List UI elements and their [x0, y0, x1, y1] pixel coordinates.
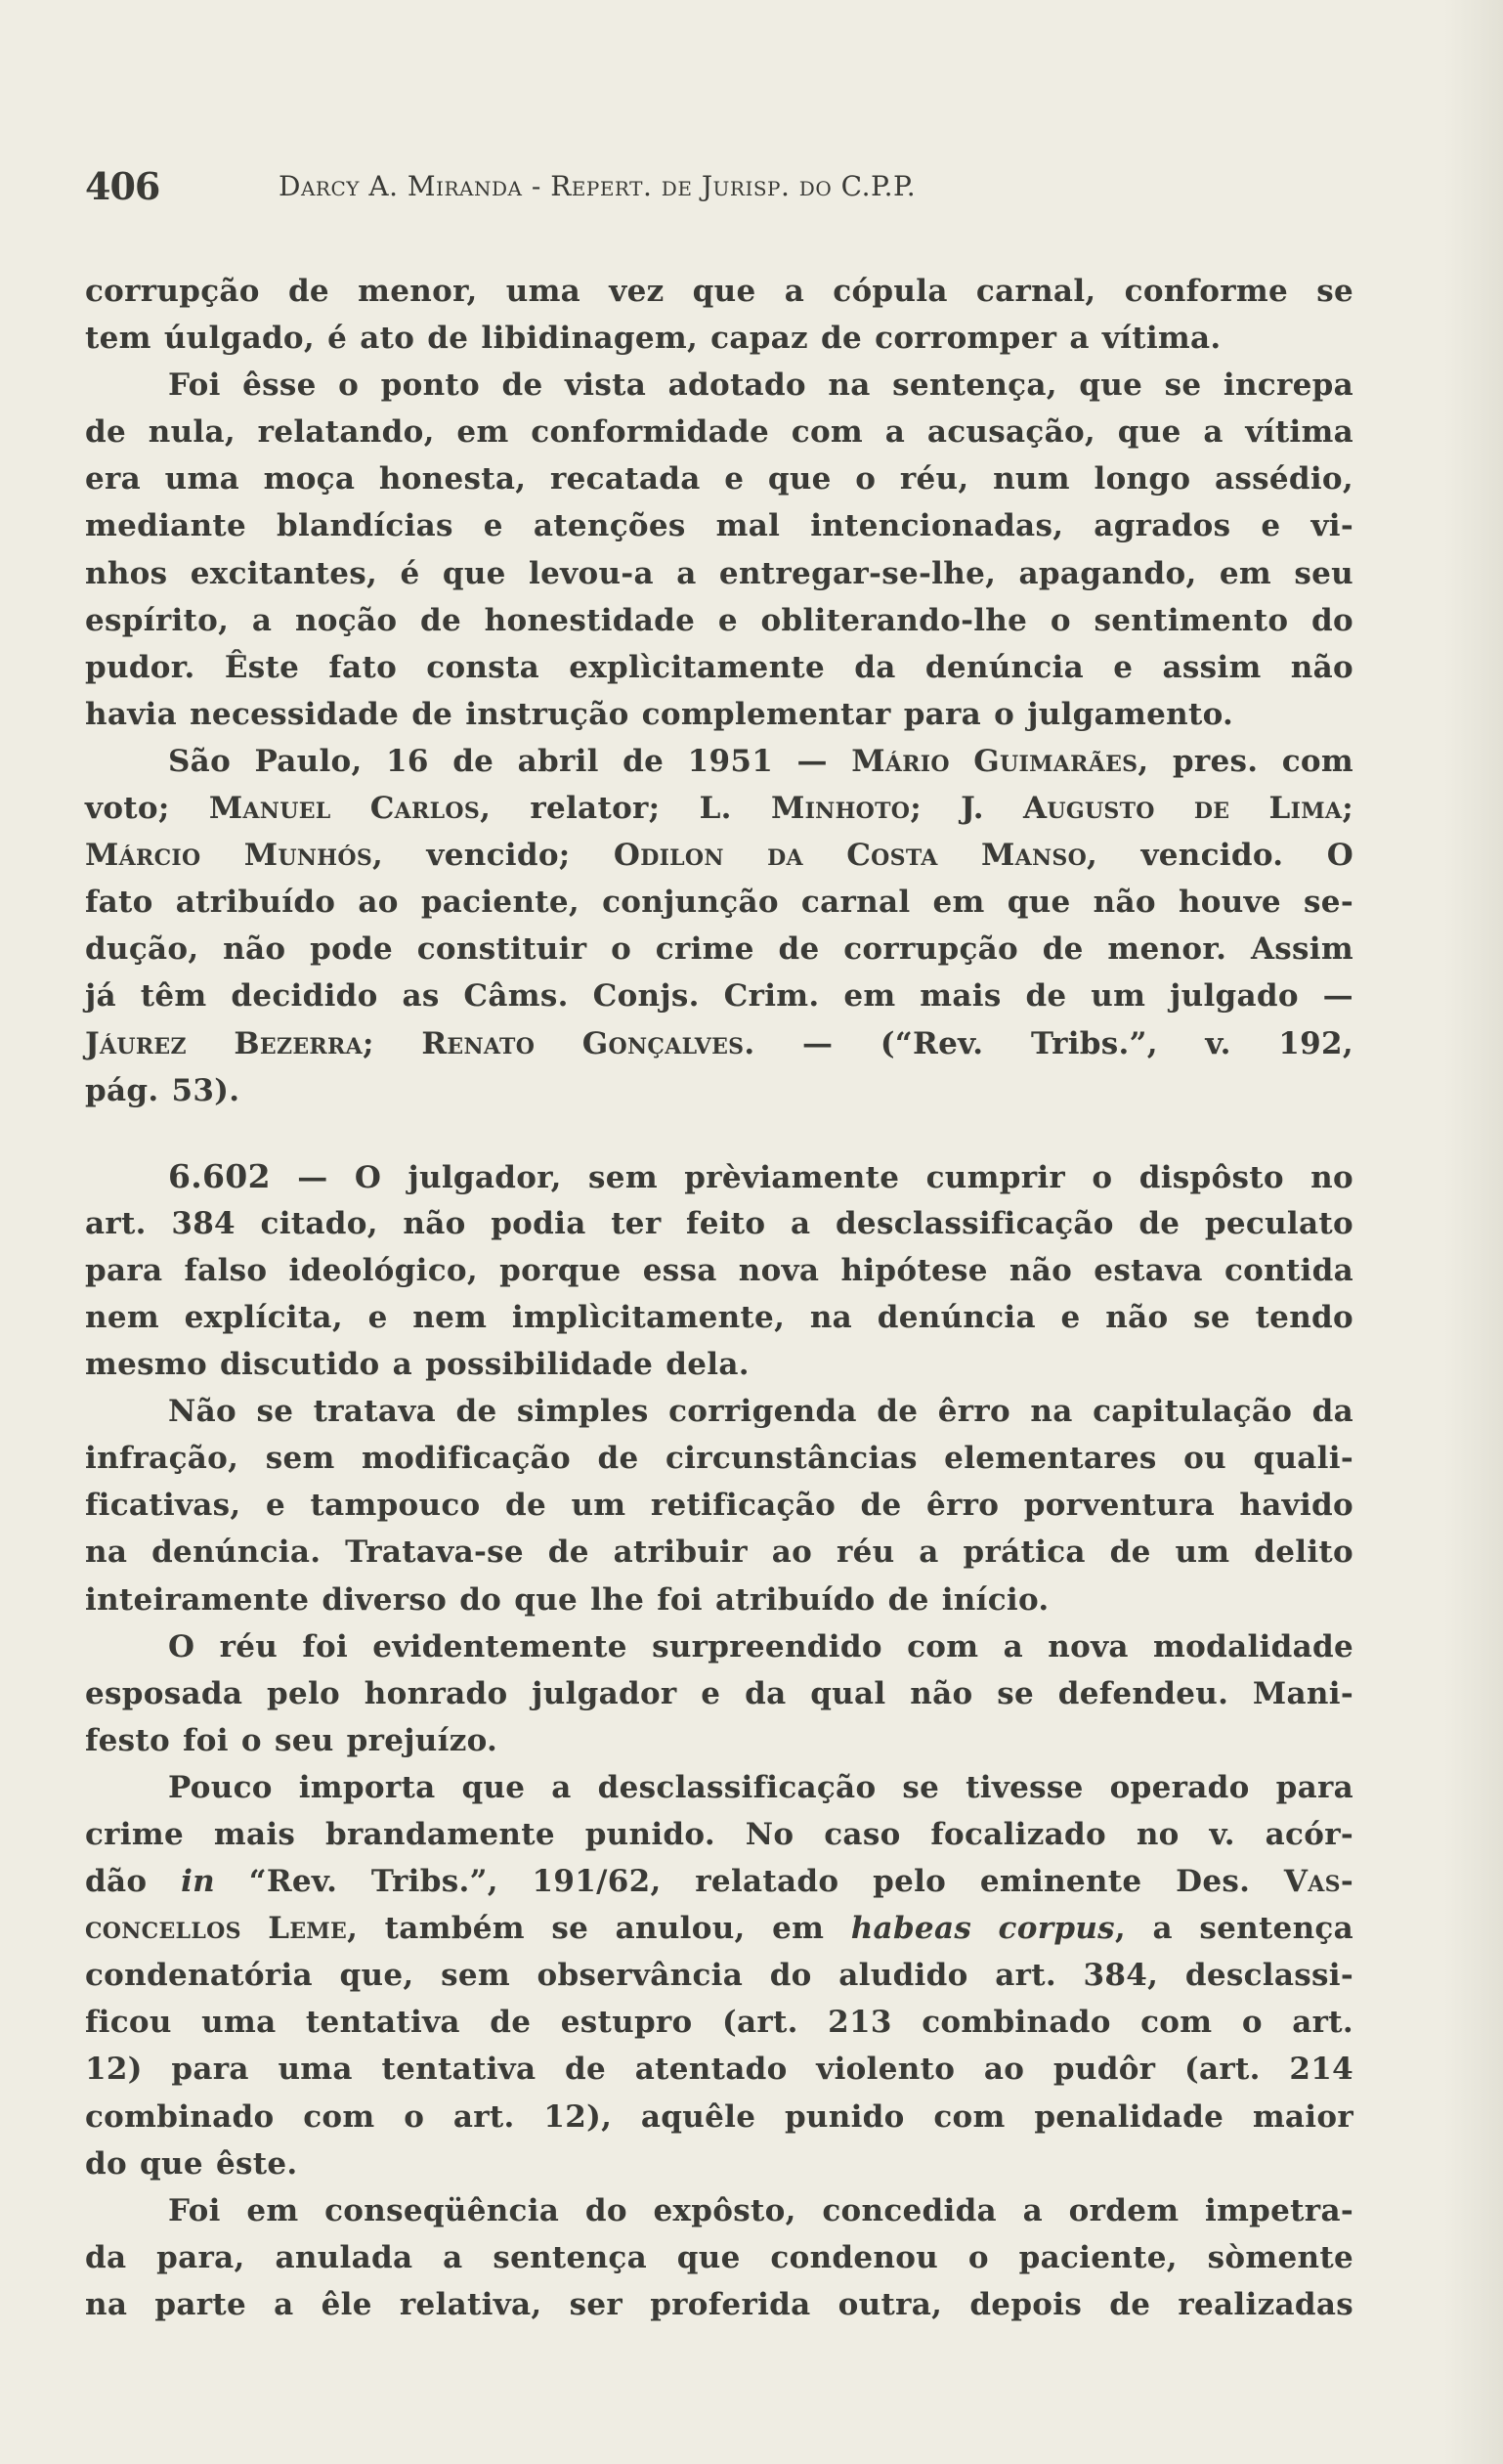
- text-line: [85, 1764, 1353, 1811]
- text-line: [85, 2234, 1353, 2281]
- text-line: [85, 1247, 1353, 1294]
- text-line: [85, 644, 1353, 691]
- text-line: [85, 1294, 1353, 1341]
- text-run: O réu foi evidentemente surpreendido com a nova modalidade: [168, 1628, 1353, 1664]
- text-run: , também se anulou, em: [347, 1911, 851, 1947]
- person-name: Jáurez Bezerra: [85, 1025, 363, 1061]
- text-run: festo foi o seu prejuízo.: [85, 1722, 498, 1758]
- text-line: [85, 691, 1353, 738]
- running-head: [85, 164, 1355, 213]
- text-run: art. 384 citado, não podia ter feito a desclassificação de peculato: [85, 1205, 1353, 1241]
- text-run: Não se tratava de simples corrigenda de êrro na capitulação da: [168, 1394, 1353, 1430]
- text-run: para falso ideológico, porque essa nova hipótese não estava contida: [85, 1252, 1353, 1288]
- text-run: “Rev. Tribs.”, 191/62, relatado pelo eminente Des.: [214, 1864, 1284, 1900]
- text-line: [85, 2140, 1353, 2187]
- text-line: [85, 502, 1353, 549]
- text-run: infração, sem modificação de circunstâncias elementares ou quali-: [85, 1441, 1353, 1477]
- text-run: , pres. com: [1138, 743, 1354, 779]
- text-line: [85, 2281, 1353, 2328]
- text-line: [85, 1529, 1353, 1576]
- text-run: ; J.: [910, 791, 1024, 827]
- entry-number: 6.602: [168, 1156, 271, 1195]
- text-run: mesmo discutido a possibilidade dela.: [85, 1347, 750, 1383]
- text-line: [85, 1341, 1353, 1388]
- text-run: na denúncia. Tratava-se de atribuir ao réu a prática de um delito: [85, 1535, 1353, 1571]
- text-line: [85, 409, 1353, 455]
- text-line: [85, 926, 1353, 973]
- text-run: São Paulo, 16 de abril de 1951 —: [168, 743, 852, 779]
- text-line: [85, 2046, 1353, 2093]
- text-line: [85, 2094, 1353, 2140]
- text-run: tem úulgado, é ato de libidinagem, capaz de corromper a vítima.: [85, 321, 1222, 357]
- person-name: Renato Gonçalves: [421, 1025, 745, 1061]
- text-line: [85, 1435, 1353, 1482]
- text-run: da para, anulada a sentença que condenou o paciente, sòmente: [85, 2239, 1353, 2275]
- text-run: voto;: [85, 791, 209, 827]
- person-name: Manuel Carlos: [208, 791, 481, 827]
- text-run: , vencido. O: [1087, 838, 1353, 874]
- text-line: [85, 785, 1353, 832]
- text-run: esposada pelo honrado julgador e da qual não se defendeu. Mani-: [85, 1675, 1353, 1711]
- person-name: Márcio Munhós: [85, 838, 373, 874]
- text-run: fato atribuído ao paciente, conjunção carnal em que não houve se-: [85, 885, 1353, 921]
- text-run: 12) para uma tentativa de atentado violento ao pudôr (art. 214: [85, 2052, 1353, 2088]
- paragraph-gap: [85, 1114, 1353, 1153]
- text-run: nem explícita, e nem implìcitamente, na denúncia e não se tendo: [85, 1299, 1353, 1335]
- text-run: de nula, relatando, em conformidade com a acusação, que a vítima: [85, 414, 1353, 451]
- text-run: pudor. Êste fato consta explìcitamente da denúncia e assim não: [85, 649, 1353, 685]
- text-run: Foi êsse o ponto de vista adotado na sentença, que se increpa: [168, 367, 1353, 404]
- text-line: [85, 1153, 1353, 1200]
- italic-term: habeas corpus: [850, 1911, 1115, 1947]
- text-run: Pouco importa que a desclassificação se tivesse operado para: [168, 1769, 1353, 1805]
- text-run: . — (“Rev. Tribs.”, v. 192,: [744, 1025, 1354, 1061]
- text-run: — O julgador, sem prèviamente cumprir o dispôsto no: [270, 1159, 1353, 1195]
- text-run: dução, não pode constituir o crime de corrupção de menor. Assim: [85, 931, 1353, 968]
- text-line: [85, 1020, 1353, 1067]
- text-run: nhos excitantes, é que levou-a a entregar-se-lhe, apagando, em seu: [85, 555, 1353, 591]
- person-name: Mário Guimarães: [851, 743, 1138, 779]
- text-line: [85, 1858, 1353, 1905]
- person-name: Augusto de Lima: [1023, 791, 1343, 827]
- text-line: [85, 1577, 1353, 1623]
- text-line: [85, 1670, 1353, 1717]
- text-line: [85, 597, 1353, 644]
- text-line: [85, 1999, 1353, 2046]
- text-line: [85, 455, 1353, 502]
- text-line: [85, 832, 1353, 879]
- text-line: [85, 362, 1353, 409]
- text-run: dão: [85, 1864, 182, 1900]
- text-run: pág. 53).: [85, 1072, 240, 1108]
- text-run: era uma moça honesta, recatada e que o réu, num longo assédio,: [85, 461, 1353, 497]
- text-line: [85, 1388, 1353, 1435]
- text-run: na parte a êle relativa, ser proferida outra, depois de realizadas: [85, 2286, 1353, 2322]
- text-line: [85, 315, 1353, 362]
- text-run: condenatória que, sem observância do aludido art. 384, desclassi-: [85, 1958, 1353, 1994]
- text-line: [85, 268, 1353, 315]
- text-run: , vencido;: [372, 838, 614, 874]
- text-line: [85, 973, 1353, 1019]
- page-number: 406: [85, 164, 160, 208]
- person-name: Odilon da Costa Manso: [613, 838, 1088, 874]
- text-run: crime mais brandamente punido. No caso focalizado no v. acór-: [85, 1817, 1353, 1852]
- text-run: corrupção de menor, uma vez que a cópula carnal, conforme se: [85, 274, 1353, 309]
- text-run: , a sentença: [1114, 1911, 1353, 1947]
- person-name: Minhoto: [770, 791, 911, 827]
- text-line: [85, 550, 1353, 597]
- text-line: [85, 1482, 1353, 1529]
- text-line: [85, 1623, 1353, 1670]
- text-line: [85, 738, 1353, 785]
- text-run: ;: [1342, 791, 1354, 827]
- text-run: espírito, a noção de honestidade e obliterando-lhe o sentimento do: [85, 602, 1353, 638]
- text-run: , relator; L.: [480, 791, 771, 827]
- italic-term: in: [181, 1864, 215, 1900]
- text-line: [85, 1717, 1353, 1764]
- text-run: ;: [362, 1025, 422, 1061]
- person-name: Vas-: [1283, 1864, 1353, 1900]
- text-run: ficou uma tentativa de estupro (art. 213 combinado com o art.: [85, 2005, 1353, 2041]
- person-name: concellos Leme: [85, 1911, 348, 1947]
- text-run: inteiramente diverso do que lhe foi atribuído de início.: [85, 1581, 1050, 1618]
- text-line: [85, 1200, 1353, 1247]
- text-run: mediante blandícias e atenções mal intencionadas, agrados e vi-: [85, 508, 1353, 544]
- text-run: ficativas, e tampouco de um retificação de êrro porventura havido: [85, 1488, 1353, 1524]
- text-run: já têm decidido as Câms. Conjs. Crim. em mais de um julgado —: [85, 978, 1353, 1015]
- text-run: do que êste.: [85, 2145, 298, 2182]
- text-line: [85, 2187, 1353, 2234]
- page-edge-shadow: [1444, 0, 1503, 2464]
- text-line: [85, 879, 1353, 926]
- text-run: Foi em conseqüência do expôsto, concedida a ordem impetra-: [168, 2192, 1353, 2228]
- text-line: [85, 1811, 1353, 1858]
- text-line: [85, 1952, 1353, 1999]
- running-head-title: Darcy A. Miranda - Repert. de Jurisp. do C.P.P.: [279, 170, 917, 202]
- text-line: [85, 1905, 1353, 1952]
- text-run: combinado com o art. 12), aquêle punido com penalidade maior: [85, 2098, 1353, 2135]
- text-run: havia necessidade de instrução complementar para o julgamento.: [85, 696, 1234, 732]
- text-line: [85, 1067, 1353, 1114]
- body-text: [85, 268, 1353, 2328]
